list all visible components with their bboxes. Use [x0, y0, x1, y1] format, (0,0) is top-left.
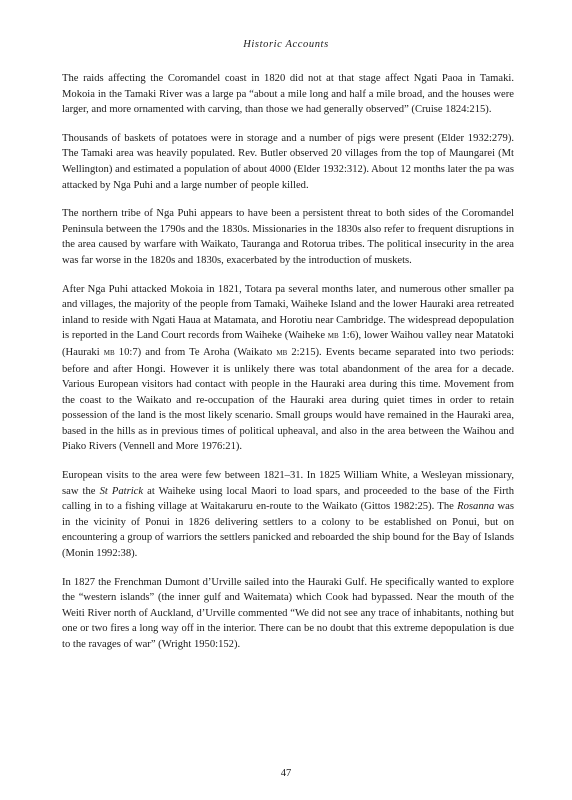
paragraph-text: 1:6), lower Waihou valley near Matatoki (Hauraki	[62, 330, 514, 358]
running-head: Historic Accounts	[243, 39, 329, 50]
ship-name: Rosanna	[457, 501, 495, 513]
paragraph-tamaki-population: Thousands of baskets of potatoes were in storage and a number of pigs were present (Elder 1932:279). The Tamaki area was heavily populated. Rev. Butler observed 20 villages from the top of Maungarei (Mt Wellington) and estimated a population of about 4000 (Elder 1932:312). About 12 months later the pa was attacked by Nga Puhi and a large number of people killed.	[62, 132, 514, 191]
paragraph-european-visits	[62, 468, 514, 562]
paragraph-mokoia: The raids affecting the Coromandel coast in 1820 did not at that stage affect Ngati Paoa in Tamaki. Mokoia in the Tamaki River was a large pa “about a mile long and half a mile broad, and the houses were larger, and more ornamented with carving, than those we had generally observed” (Cruise 1824:215).	[62, 73, 514, 116]
ship-name: St Patrick	[99, 485, 144, 497]
paragraph-text: at Waiheke using local Maori to load spars, and proceeded to the base of the Firth calling in to a fishing village at Waitakaruru en-route to the Waikato (Gittos 1982:25). The	[62, 485, 514, 513]
minute-book-abbrev: mb	[103, 347, 115, 358]
paragraph-durville: In 1827 the Frenchman Dumont d’Urville sailed into the Hauraki Gulf. He specifically wanted to explore the “western islands” (the inner gulf and Waitemata) which Cook had bypassed. Near the mouth of the Weiti River north of Auckland, d’Urville commented “We did not see any trace of inhabitants, nothing but one or two fires a long way off in the interior. There can be no doubt that this extreme depopulation is due to the ravages of war” (Wright 1950:152).	[62, 576, 514, 650]
minute-book-abbrev: mb	[276, 347, 288, 358]
paragraph-depopulation	[62, 282, 514, 456]
paragraph-nga-puhi-threat: The northern tribe of Nga Puhi appears to have been a persistent threat to both sides of the Coromandel Peninsula between the 1790s and the 1830s. Missionaries in the 1830s also refer to frequent disruptions in the area caused by warfare with Waikato, Tauranga and Rotorua tribes. The political insecurity in the area was far worse in the 1820s and 1830s, exacerbated by the introduction of muskets.	[62, 208, 514, 266]
minute-book-abbrev: mb	[327, 331, 339, 342]
paragraph-text: After Nga Puhi attacked Mokoia in 1821, Totara pa several months later, and numerous other smaller pa and villages, the majority of the people from Tamaki, Waiheke Island and the lower Hauraki area retreated inland to reside with Ngati Haua at Matamata, and Horotiu near Cambridge. The widespread depopulation is reported in the Land Court records from Waiheke (Waiheke	[62, 283, 514, 342]
body-text	[62, 71, 514, 653]
paragraph-text: European visits to the area were few between 1821–31. In 1825 William White, a Wesleyan missionary, saw the	[62, 470, 514, 497]
paragraph-text: was in the vicinity of Ponui in 1826 delivering settlers to a colony to be established on Ponui, but on encountering a group of warriors the settlers panicked and reboarded the ship bound for the Bay of Islands (Monin 1992:38).	[62, 501, 515, 560]
paragraph-text: 2:215). Events became separated into two periods: before and after Hongi. However it is unlikely there was total abandonment of the area for a decade. Various European visitors had contact with people in the Hauraki area during this time. Movement from the coast to the Waikato and re-occupation of the Hauraki area during quiet times in order to retain possession of the land is the most likely scenario. Small groups would have remained in the Hauraki area, based in the hills as in previous times of political upheaval, and also in the area between the Waihou and Piako Rivers (Vennell and More 1976:21).	[62, 346, 515, 453]
paragraph-text: 10:7) and from Te Aroha (Waikato	[114, 346, 277, 358]
page-number: 47	[280, 768, 292, 779]
